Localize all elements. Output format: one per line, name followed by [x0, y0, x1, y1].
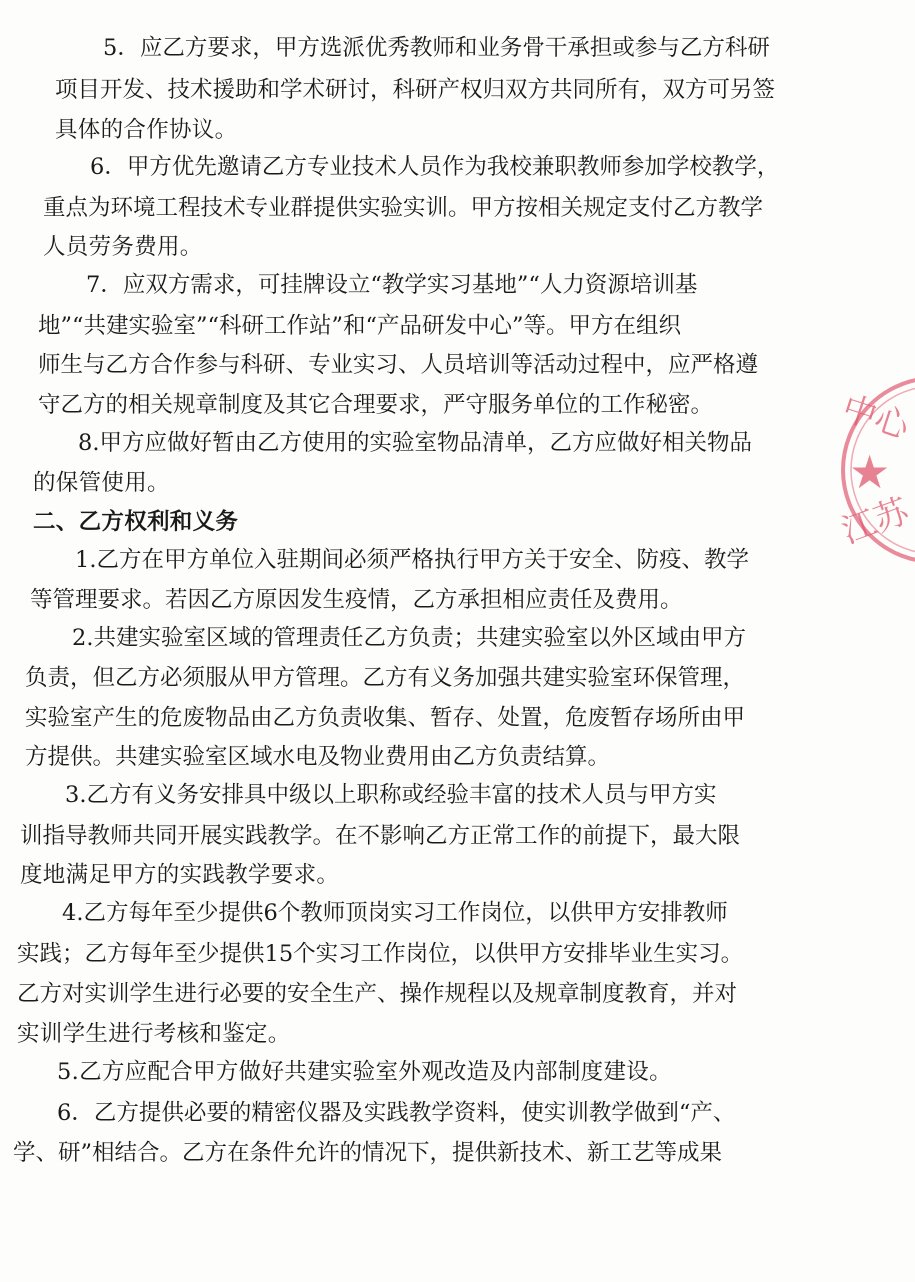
- text-line: 人员劳务费用。: [43, 234, 203, 260]
- text-line: 4.乙方每年至少提供6个教师顶岗实习工作岗位，以供甲方安排教师: [62, 900, 728, 926]
- text-line: 5．应乙方要求，甲方选派优秀教师和业务骨干承担或参与乙方科研: [103, 35, 770, 61]
- text-line: 项目开发、技术援助和学术研讨，科研产权归双方共同所有，双方可另签: [55, 77, 776, 103]
- text-line: 度地满足甲方的实践教学要求。: [20, 862, 340, 888]
- text-line: 乙方对实训学生进行必要的安全生产、操作规程以及规章制度教育，并对: [17, 981, 738, 1007]
- text-line: 守乙方的相关规章制度及其它合理要求，严守服务单位的工作秘密。: [38, 392, 714, 418]
- stamp-text-top: 中心: [837, 388, 915, 448]
- text-line: 2.共建实验室区域的管理责任乙方负责；共建实验室以外区域由甲方: [72, 625, 746, 651]
- text-line: 3.乙方有义务安排具中级以上职称或经验丰富的技术人员与甲方实: [65, 782, 717, 808]
- text-line: 5.乙方应配合甲方做好共建实验室外观改造及内部制度建设。: [57, 1059, 672, 1085]
- text-line: 地”“共建实验室”“科研工作站”和“产品研发中心”等。甲方在组织: [38, 313, 682, 339]
- stamp-star: ★: [849, 445, 891, 499]
- text-line: 8.甲方应做好暂由乙方使用的实验室物品清单，乙方应做好相关物品: [78, 430, 752, 456]
- text-line: 实训学生进行考核和鉴定。: [17, 1021, 291, 1047]
- text-line: 等管理要求。若因乙方原因发生疫情，乙方承担相应责任及费用。: [30, 587, 683, 613]
- text-line: 实践；乙方每年至少提供15个实习工作岗位，以供甲方安排毕业生实习。: [17, 941, 744, 967]
- text-line: 具体的合作协议。: [55, 117, 238, 143]
- section-heading: 二、乙方权利和义务: [33, 509, 239, 535]
- text-line: 学、研”相结合。乙方在条件允许的情况下，提供新技术、新工艺等成果: [13, 1140, 723, 1166]
- text-line: 训指导教师共同开展实践教学。在不影响乙方正常工作的前提下，最大限: [20, 823, 741, 849]
- text-line: 的保管使用。: [33, 470, 170, 496]
- text-line: 6．甲方优先邀请乙方专业技术人员作为我校兼职教师参加学校教学，: [90, 154, 780, 180]
- text-line: 6．乙方提供必要的精密仪器及实践教学资料，使实训教学做到“产、: [57, 1100, 736, 1126]
- text-line: 实验室产生的危废物品由乙方负责收集、暂存、处置，危废暂存场所由甲: [25, 705, 746, 731]
- text-line: 负责，但乙方必须服从甲方管理。乙方有义务加强共建实验室环保管理，: [25, 665, 746, 691]
- text-line: 重点为环境工程技术专业群提供实验实训。甲方按相关规定支付乙方教学: [43, 195, 764, 221]
- text-line: 师生与乙方合作参与科研、专业实习、人员培训等活动过程中，应严格遵: [38, 352, 759, 378]
- text-line: 7．应双方需求，可挂牌设立“教学实习基地”“人力资源培训基: [86, 272, 698, 298]
- text-line: 1.乙方在甲方单位入驻期间必须严格执行甲方关于安全、防疫、教学: [75, 547, 749, 573]
- stamp-text-bottom: 江苏: [836, 491, 915, 552]
- text-line: 方提供。共建实验室区域水电及物业费用由乙方负责结算。: [25, 744, 611, 770]
